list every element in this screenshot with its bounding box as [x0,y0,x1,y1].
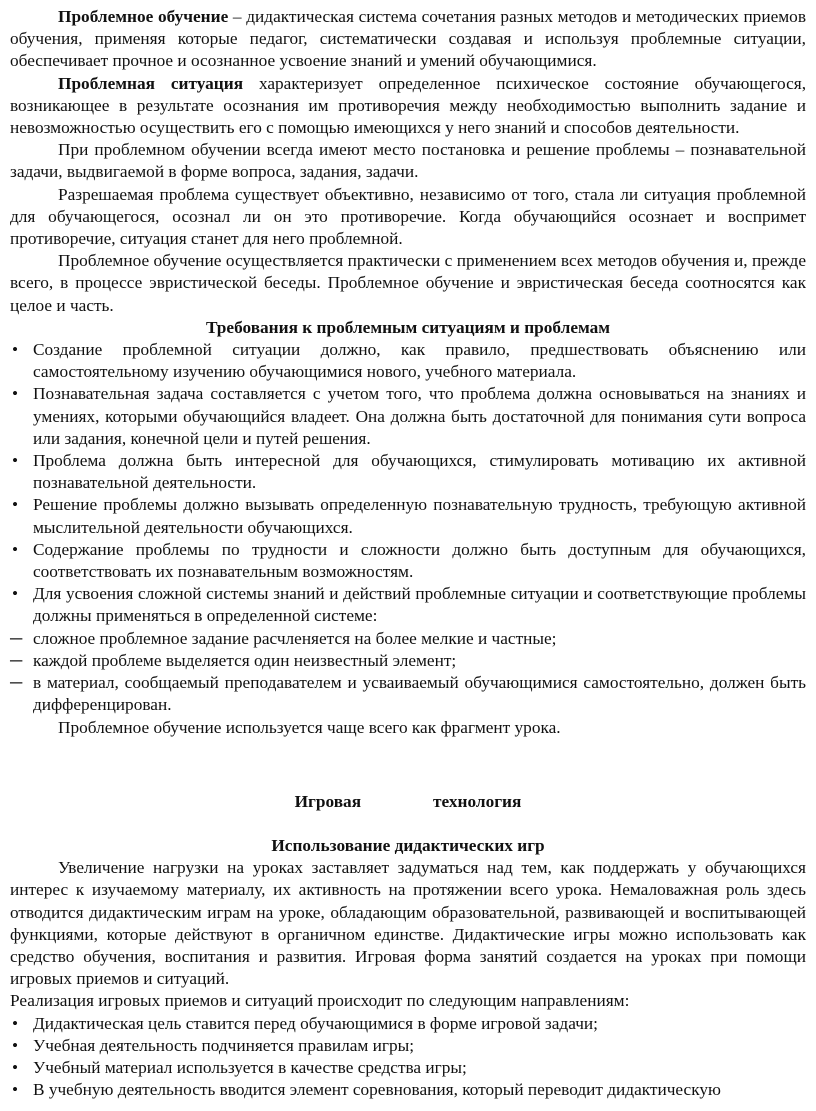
document-page [10,6,806,1101]
list-item: • Познавательная задача составляется с учетом того, что проблема должна основываться на знаниях и умениях, которыми обучающийся владеет. Она должна быть достаточной для понимания сути вопроса или задания, конечной цели и путей решения. [12,384,806,448]
requirements-closing: Проблемное обучение используется чаще всего как фрагмент урока. [58,717,561,737]
list-item: • Для усвоения сложной системы знаний и действий проблемные ситуации и соответствующие проблемы должны применяться в определенной системе: [12,584,806,626]
dash-icon: ─ [10,673,23,693]
list-item: • Учебная деятельность подчиняется правилам игры; [10,1035,806,1057]
definition-problem-situation: характеризует определенное психическое состояние обучающегося, возникающее в результате осознания им противоречия между необходимостью выполнить задание и невозможностью осуществить его с помощью имеющихся у него знаний и способов деятельности. [10,73,807,138]
bullet-icon: • [12,451,19,471]
directions-list [10,1013,806,1102]
term-problem-learning: Проблемное обучение [58,7,229,26]
sub-list-item: ─ сложное проблемное задание расчленяется на более мелкие и частные; [10,628,806,650]
dash-icon: ─ [10,650,23,670]
list-item: • Решение проблемы должно вызывать определенную познавательную трудность, требующую активной мыслительной деятельности обучающихся. [12,495,806,537]
paragraph-5: Проблемное обучение осуществляется практически с применением всех методов обучения и, прежде всего, в процессе эвристической беседы. Проблемное обучение и эвристическая беседа соотносятся как целое и часть. [10,251,806,315]
bullet-icon: • [12,1057,19,1077]
paragraph-4: Разрешаемая проблема существует объективно, независимо от того, стала ли ситуация проблемной для обучающегося, осознал ли он это противоречие. Когда обучающийся осознает и воспримет противоречие, ситуация станет для него проблемной. [10,184,806,249]
bullet-icon: • [12,1080,19,1100]
bullet-icon: • [12,539,19,559]
list-item: • В учебную деятельность вводится элемент соревнования, который переводит дидактическую [10,1079,806,1101]
didactic-games-subheading: Использование дидактических игр [271,835,545,855]
heading-word-2: технология [433,791,522,811]
didactic-games-paragraph: Увеличение нагрузки на уроках заставляет задуматься над тем, как поддержать у обучающихся интерес к изучаемому материалу, их активность на протяжении всего урока. Немаловажная роль здесь отводится дидактическим играм на уроке, обладающим образовательной, развивающей и воспитывающей функциями, которые действуют в органичном единстве. Дидактические игры можно использовать как средство обучения, воспитания и развития. Игровая форма занятий создается на уроках при помощи игровых приемов и ситуаций. [10,858,806,989]
term-problem-situation: Проблемная ситуация [58,73,244,93]
requirements-list [10,339,806,716]
bullet-icon: • [12,495,19,515]
list-item: • Создание проблемной ситуации должно, как правило, предшествовать объяснению или самостоятельному изучению обучающимися нового, учебного материала. [12,340,806,382]
game-technology-heading [10,791,806,813]
dash-icon: ─ [10,628,23,648]
list-item: • Учебный материал используется в качестве средства игры; [10,1057,806,1079]
list-item: • Содержание проблемы по трудности и сложности должно быть доступным для обучающихся, соответствовать их познавательным возможностям. [12,539,806,582]
heading-word-1: Игровая [294,791,362,811]
bullet-icon: • [12,584,19,604]
list-item: • Проблема должна быть интересной для обучающихся, стимулировать мотивацию их активной познавательной деятельности. [12,451,806,493]
sub-list-item: ─ каждой проблеме выделяется один неизвестный элемент; [10,650,806,672]
bullet-icon: • [12,384,19,404]
directions-intro: Реализация игровых приемов и ситуаций происходит по следующим направлениям: [10,991,630,1011]
requirements-heading: Требования к проблемным ситуациям и проблемам [205,317,611,337]
definition-problem-learning: – дидактическая система сочетания разных методов и методических приемов обучения, применяя которые педагог, систематически создавая и используя проблемные ситуации, обеспечивает прочное и осознанное усвоение знаний и умений обучающимися. [10,7,806,71]
list-item: • Дидактическая цель ставится перед обучающимися в форме игровой задачи; [10,1013,806,1035]
sub-list-item: ─ в материал, сообщаемый преподавателем и усваиваемый обучающимися самостоятельно, должен быть дифференцирован. [10,673,806,715]
bullet-icon: • [12,1013,19,1033]
bullet-icon: • [12,340,19,360]
paragraph-problem-learning [10,6,806,73]
bullet-icon: • [12,1035,19,1055]
paragraph-3: При проблемном обучении всегда имеют место постановка и решение проблемы – познавательной задачи, выдвигаемой в форме вопроса, задания, задачи. [10,140,806,182]
paragraph-problem-situation [10,73,806,140]
